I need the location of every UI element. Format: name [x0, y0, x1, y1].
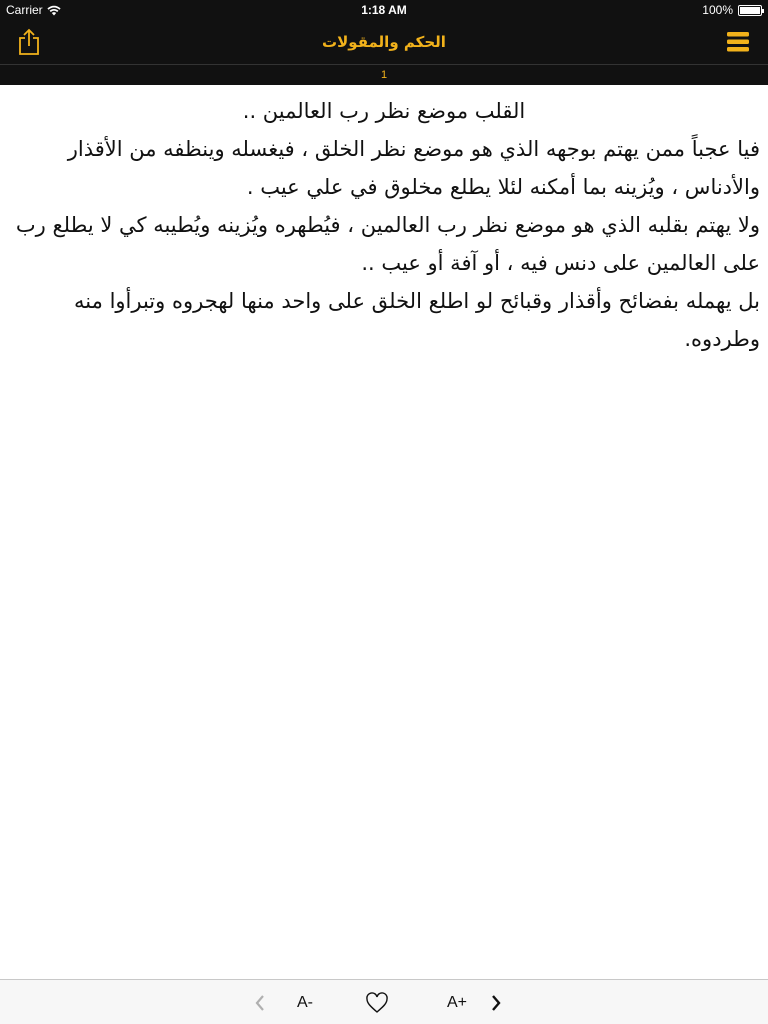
next-button[interactable]	[482, 980, 510, 1024]
page-number: 1	[0, 64, 768, 85]
chevron-left-icon	[254, 994, 266, 1012]
menu-button[interactable]	[724, 30, 752, 54]
chevron-right-icon	[490, 994, 502, 1012]
text-line: القلب موضع نظر رب العالمين ..	[242, 99, 526, 123]
favorite-button[interactable]	[362, 980, 392, 1024]
heart-icon	[365, 992, 389, 1014]
text-line: فيا عجباً ممن يهتم بوجهه الذي هو موضع نظر الخلق ، فيغسله وينظفه من الأقذار والأدناس ، ويُزينه بما أمكنه لئلا يطلع مخلوق في علي عيب .	[67, 137, 760, 199]
increase-font-button[interactable]: A+	[446, 993, 467, 1011]
bottom-toolbar	[0, 979, 768, 1024]
carrier-label: Carrier	[6, 3, 43, 17]
battery-percent: 100%	[702, 3, 733, 17]
article-text	[8, 92, 760, 972]
page-title: الحكم والمقولات	[322, 33, 446, 51]
nav-bar	[0, 20, 768, 64]
decrease-font-button[interactable]: A-	[297, 993, 313, 1011]
status-right	[702, 3, 762, 17]
text-line: ولا يهتم بقلبه الذي هو موضع نظر رب العالمين ، فيُطهره ويُزينه ويُطيبه كي لا يطلع رب على العالمين على دنس فيه ، أو آفة أو عيب ..	[15, 213, 760, 275]
text-line: بل يهمله بفضائح وأقذار وقبائح لو اطلع الخلق على واحد منها لهجروه وتبرأوا منه وطردوه.	[74, 289, 760, 351]
battery-fill	[740, 7, 760, 14]
previous-button[interactable]	[246, 980, 274, 1024]
hamburger-menu-icon	[724, 30, 752, 54]
battery-icon	[738, 5, 762, 16]
status-time: 1:18 AM	[361, 3, 407, 17]
status-bar	[0, 0, 768, 20]
